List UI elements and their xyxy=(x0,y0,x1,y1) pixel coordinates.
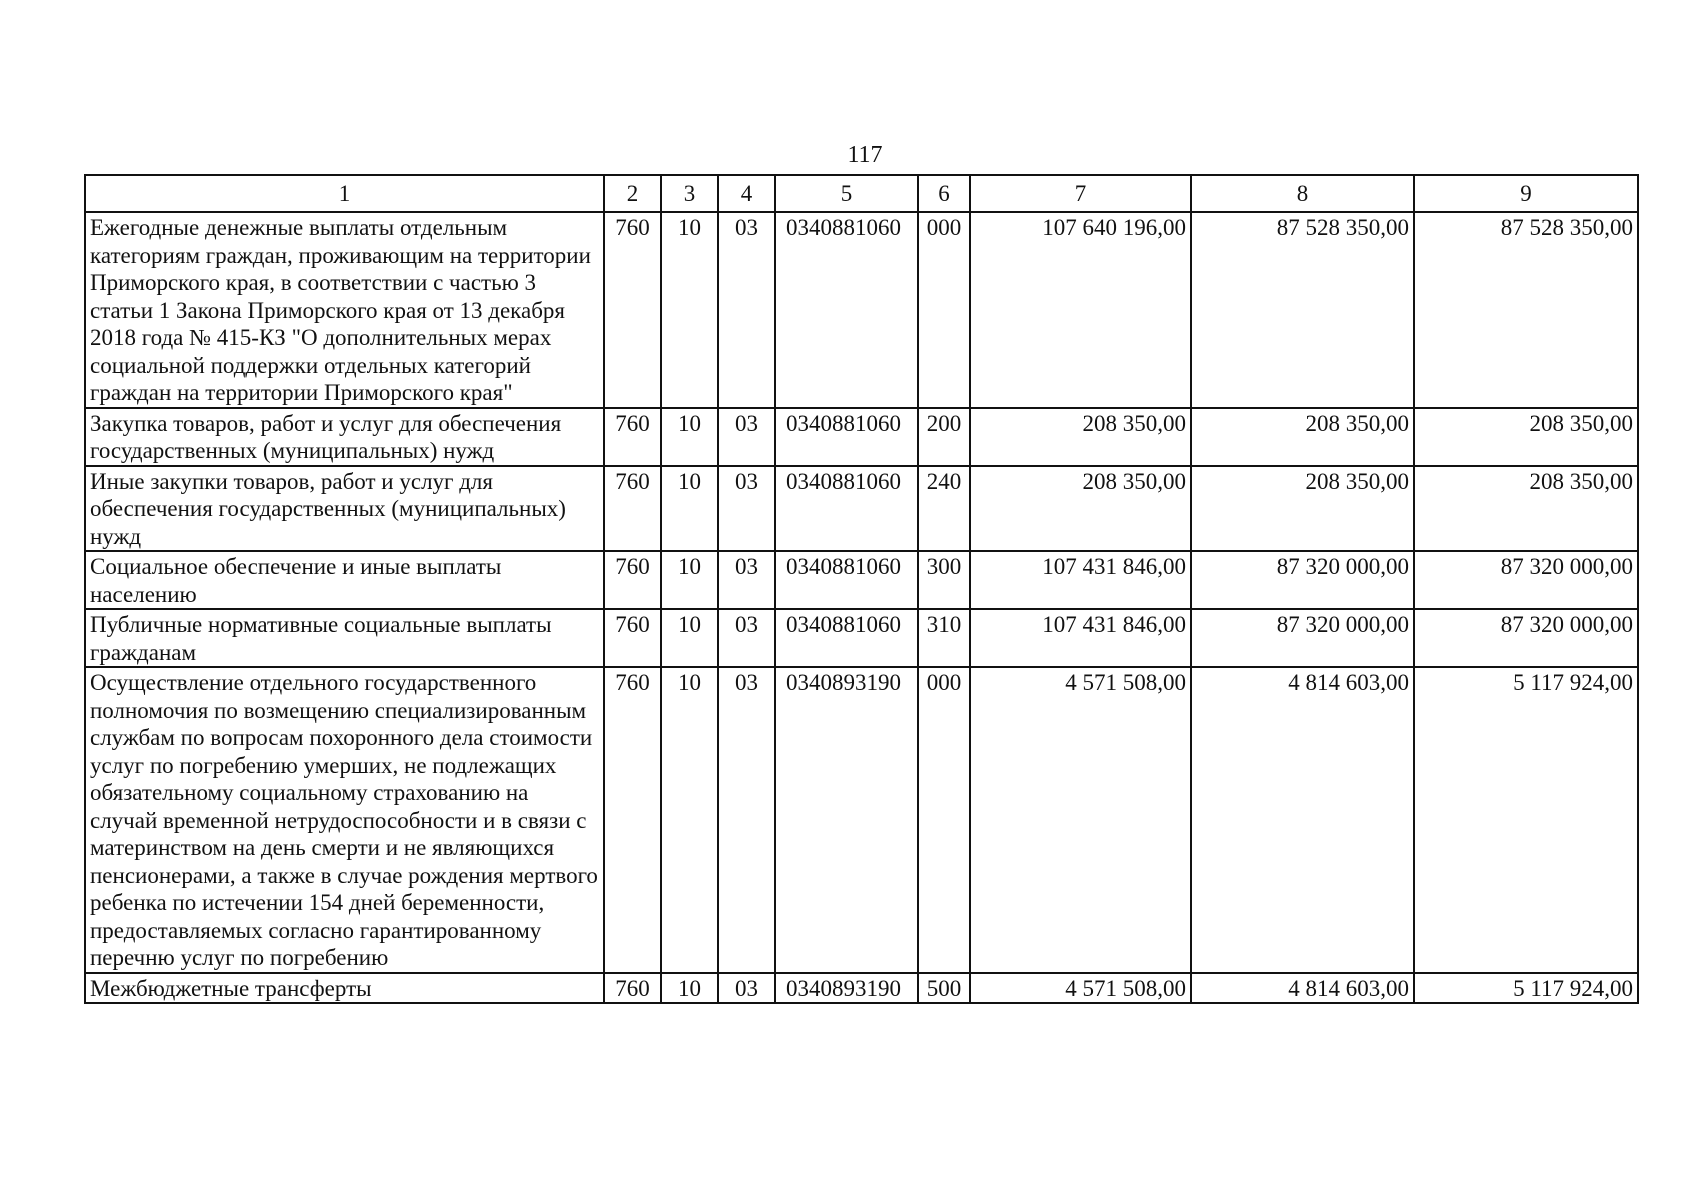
row-amount-col8: 4 814 603,00 xyxy=(1191,667,1414,973)
row-amount-col8: 87 320 000,00 xyxy=(1191,551,1414,609)
row-section: 10 xyxy=(661,408,718,466)
row-expense-type: 500 xyxy=(918,973,970,1004)
table-row xyxy=(85,466,1638,552)
row-amount-col8: 87 320 000,00 xyxy=(1191,609,1414,667)
column-header-5: 5 xyxy=(775,175,918,212)
column-header-3: 3 xyxy=(661,175,718,212)
row-section: 10 xyxy=(661,609,718,667)
row-expense-type: 310 xyxy=(918,609,970,667)
column-header-9: 9 xyxy=(1414,175,1638,212)
row-grbs: 760 xyxy=(604,408,661,466)
column-header-8: 8 xyxy=(1191,175,1414,212)
row-section: 10 xyxy=(661,973,718,1004)
column-header-2: 2 xyxy=(604,175,661,212)
row-name: Межбюджетные трансферты xyxy=(85,973,604,1004)
row-section: 10 xyxy=(661,551,718,609)
row-amount-col8: 87 528 350,00 xyxy=(1191,212,1414,408)
row-subsection: 03 xyxy=(718,212,775,408)
row-amount-col9: 87 320 000,00 xyxy=(1414,551,1638,609)
row-subsection: 03 xyxy=(718,408,775,466)
row-section: 10 xyxy=(661,212,718,408)
table-row xyxy=(85,212,1638,408)
row-amount-col9: 87 528 350,00 xyxy=(1414,212,1638,408)
row-expense-type: 300 xyxy=(918,551,970,609)
row-subsection: 03 xyxy=(718,466,775,552)
row-name: Социальное обеспечение и иные выплаты населению xyxy=(85,551,604,609)
header-row xyxy=(85,175,1638,212)
row-subsection: 03 xyxy=(718,667,775,973)
table-row xyxy=(85,408,1638,466)
row-subsection: 03 xyxy=(718,973,775,1004)
row-grbs: 760 xyxy=(604,667,661,973)
row-amount-col9: 5 117 924,00 xyxy=(1414,973,1638,1004)
row-amount-col7: 4 571 508,00 xyxy=(970,973,1191,1004)
row-amount-col8: 208 350,00 xyxy=(1191,466,1414,552)
row-amount-col7: 4 571 508,00 xyxy=(970,667,1191,973)
column-header-1: 1 xyxy=(85,175,604,212)
row-expense-type: 000 xyxy=(918,212,970,408)
row-amount-col7: 107 431 846,00 xyxy=(970,551,1191,609)
column-header-4: 4 xyxy=(718,175,775,212)
row-amount-col7: 107 431 846,00 xyxy=(970,609,1191,667)
row-amount-col9: 208 350,00 xyxy=(1414,466,1638,552)
row-name: Осуществление отдельного государственного полномочия по возмещению специализированным службам по вопросам похоронного дела стоимости услуг по погребению умерших, не подлежащих обязательному социальному страхованию на случай временной нетрудоспособности и в связи с материнством на день смерти и не являющихся пенсионерами, а также в случае рождения мертвого ребенка по истечении 154 дней беременности, предоставляемых согласно гарантированному перечню услуг по погребению xyxy=(85,667,604,973)
column-header-7: 7 xyxy=(970,175,1191,212)
row-target-article: 0340881060 xyxy=(775,609,918,667)
row-section: 10 xyxy=(661,466,718,552)
row-subsection: 03 xyxy=(718,609,775,667)
table-row xyxy=(85,609,1638,667)
table-row xyxy=(85,551,1638,609)
row-amount-col8: 4 814 603,00 xyxy=(1191,973,1414,1004)
row-expense-type: 000 xyxy=(918,667,970,973)
row-name: Закупка товаров, работ и услуг для обеспечения государственных (муниципальных) нужд xyxy=(85,408,604,466)
row-name: Публичные нормативные социальные выплаты гражданам xyxy=(85,609,604,667)
page-number: 117 xyxy=(847,142,883,168)
table-row xyxy=(85,667,1638,973)
row-target-article: 0340881060 xyxy=(775,466,918,552)
row-amount-col9: 208 350,00 xyxy=(1414,408,1638,466)
row-amount-col7: 208 350,00 xyxy=(970,466,1191,552)
row-amount-col8: 208 350,00 xyxy=(1191,408,1414,466)
row-amount-col9: 87 320 000,00 xyxy=(1414,609,1638,667)
column-header-6: 6 xyxy=(918,175,970,212)
budget-table xyxy=(84,174,1639,1004)
row-grbs: 760 xyxy=(604,212,661,408)
row-target-article: 0340881060 xyxy=(775,551,918,609)
row-grbs: 760 xyxy=(604,466,661,552)
row-name: Иные закупки товаров, работ и услуг для обеспечения государственных (муниципальных) нужд xyxy=(85,466,604,552)
row-amount-col7: 107 640 196,00 xyxy=(970,212,1191,408)
row-name: Ежегодные денежные выплаты отдельным категориям граждан, проживающим на территории Приморского края, в соответствии с частью 3 статьи 1 Закона Приморского края от 13 декабря 2018 года № 415-КЗ "О дополнительных мерах социальной поддержки отдельных категорий граждан на территории Приморского края" xyxy=(85,212,604,408)
row-target-article: 0340881060 xyxy=(775,212,918,408)
row-amount-col9: 5 117 924,00 xyxy=(1414,667,1638,973)
row-section: 10 xyxy=(661,667,718,973)
row-subsection: 03 xyxy=(718,551,775,609)
row-target-article: 0340893190 xyxy=(775,667,918,973)
row-target-article: 0340881060 xyxy=(775,408,918,466)
row-grbs: 760 xyxy=(604,973,661,1004)
row-amount-col7: 208 350,00 xyxy=(970,408,1191,466)
row-expense-type: 200 xyxy=(918,408,970,466)
row-target-article: 0340893190 xyxy=(775,973,918,1004)
table-row xyxy=(85,973,1638,1004)
row-grbs: 760 xyxy=(604,609,661,667)
row-grbs: 760 xyxy=(604,551,661,609)
row-expense-type: 240 xyxy=(918,466,970,552)
